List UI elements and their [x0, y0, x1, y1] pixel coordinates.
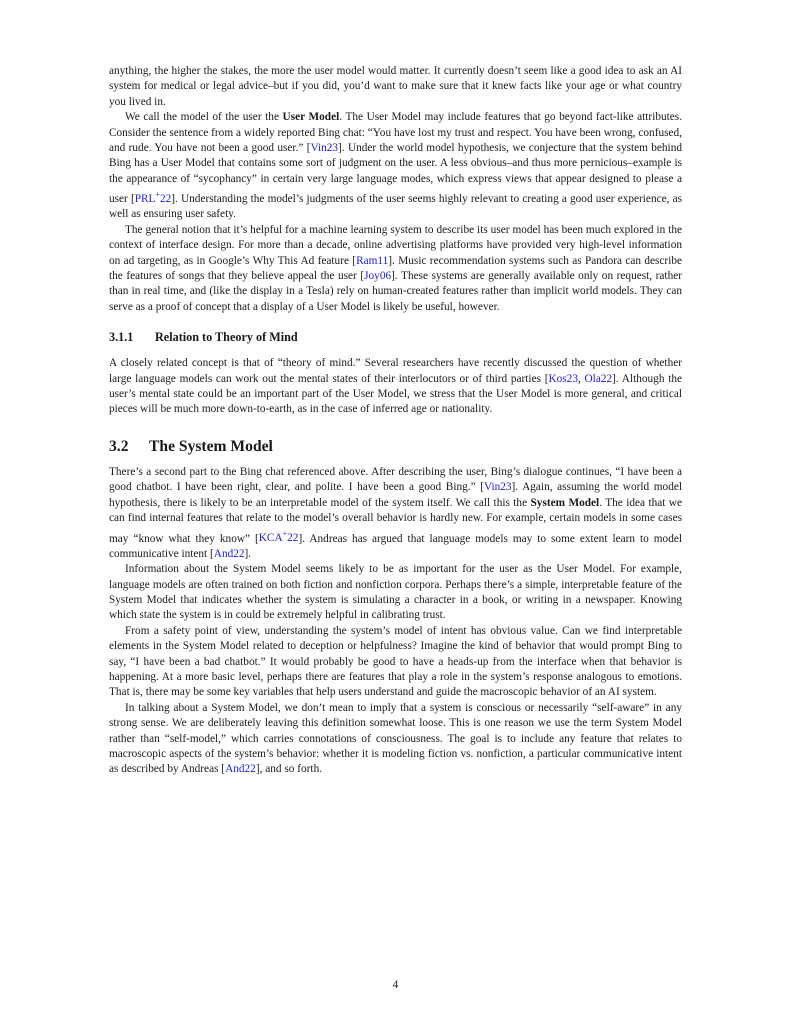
paragraph [109, 624, 682, 701]
text: There’s a second part to the Bing chat referenced above. After describing the user, Bing’s dialogue continues, “I have been a good chatbot. I have been right, clear, and polite. I have been a good Bing.” [ [109, 465, 682, 494]
term-system-model: System Model [530, 496, 600, 509]
section-number: 3.2 [109, 437, 129, 455]
paragraph [109, 356, 682, 418]
citation-link[interactable]: And22 [213, 547, 245, 560]
subsection-number: 3.1.1 [109, 330, 134, 345]
text: Information about the System Model seems likely to be as important for the user as the User Model. For example, language models are often trained on both fiction and nonfiction corpora. Perhaps there’s a simple, interpretable feature of the System Model that indicates whether the system is simulating a character in a book, or writing in a newspaper. Knowing which state the system is in could be extremely helpful in calibrating trust. [109, 563, 682, 622]
text: From a safety point of view, understanding the system’s model of intent has obvious value. Can we find interpretable elements in the System Model related to deception or helpfulness? Imagine the kind of behavior that would prompt Bing to say, “I have been a bad chatbot.” It would probably be good to have a heads-up from the interface when that behavior is happening. At a more basic level, perhaps there are features that play a role in the system’s response analogous to emotions. That is, there may be some key variables that help users understand and guide the macroscopic behavior of an AI system. [109, 624, 682, 699]
paragraph [109, 562, 682, 624]
paragraph [109, 64, 682, 110]
text: ]. Andreas has argued that language models may to some extent learn to model communicative intent [ [109, 532, 683, 560]
citation-link[interactable]: Vin23 [310, 142, 339, 155]
text: anything, the higher the stakes, the more the user model would matter. It currently doesn’t seem like a good idea to ask an AI system for medical or legal advice–but if you did, you’d want to make sure that it knew facts like your age or what country you lived in. [109, 65, 682, 108]
citation-link[interactable]: Kos23 [548, 372, 578, 385]
section-title: The System Model [149, 437, 273, 455]
text: , [577, 372, 585, 385]
text: The general notion that it’s helpful for a machine learning system to describe its user model has been much explored in the context of interface design. For more than a decade, online advertising platforms have provided very high-level information on ad targeting, as in Google’s Why This Ad feature [ [109, 223, 682, 267]
citation-link[interactable]: KCA+22 [258, 529, 299, 545]
text: ]. Although the user’s mental state could be an important part of the User Model, we stress that the User Model is more general, and critical pieces will be much more down-to-earth, as in the case of inferred age or nationality. [109, 372, 682, 416]
text: . The idea that we can find internal features that relate to the model’s overall behavior is hardly new. For example, certain models in some cases may “know what they know” [ [109, 496, 682, 545]
text: ]. [244, 547, 252, 560]
page-number: 4 [392, 979, 399, 991]
paragraph [109, 223, 682, 315]
text: . The User Model may include features that go beyond fact-like attributes. Consider the sentence from a widely reported Bing chat: “You have lost my trust and respect. You have been wrong, confused, and rude. You have not been a good user.” [ [109, 111, 683, 155]
paragraph [109, 701, 682, 778]
paragraph [109, 110, 682, 223]
subsection-heading [109, 330, 682, 345]
text: A closely related concept is that of “theory of mind.” Several researchers have recently discussed the question of whether large language models can work out the mental states of their interlocutors or of third parties [ [109, 357, 682, 385]
section-heading [109, 438, 682, 456]
text: We call the model of the user the [125, 111, 283, 124]
citation-link[interactable]: Ola22 [584, 372, 613, 385]
citation-link[interactable]: Ram11 [356, 254, 389, 267]
text: ]. Understanding the model’s judgments of the user seems highly relevant to creating a good user experience, as well as ensuring user safety. [109, 193, 682, 221]
citation-link[interactable]: And22 [225, 763, 256, 776]
text: ]. Under the world model hypothesis, we conjecture that the system behind Bing has a User Model that contains some sort of judgment on the user. A less obvious–and thus more pernicious–example is the appearance of “sycophancy” in certain very large language modes, which express views that appear designed to please a user [ [109, 142, 682, 206]
text: ]. These systems are generally available only on request, rather than in real time, and (like the display in a Tesla) rely on human-created features rather than implicit world models. They can serve as a proof of concept that a display of a User Model is likely be useful, however. [109, 270, 683, 313]
text: ], and so forth. [255, 763, 323, 776]
text: ]. Again, assuming the world model hypothesis, there is likely to be an interpretable model of the system itself. We call this the [109, 481, 682, 509]
citation-link[interactable]: Vin23 [483, 481, 512, 494]
subsection-title: Relation to Theory of Mind [155, 330, 298, 345]
term-user-model: User Model [282, 111, 340, 124]
text: ]. Music recommendation systems such as Pandora can describe the features of songs that they believe appeal the user [ [109, 254, 682, 283]
citation-link[interactable]: PRL+22 [134, 190, 172, 206]
paragraph [109, 465, 682, 562]
page-body [109, 64, 682, 778]
citation-link[interactable]: Joy06 [364, 270, 392, 283]
text: In talking about a System Model, we don’t mean to imply that a system is conscious or necessarily “self-aware” in any strong sense. We are deliberately leaving this definition somewhat loose. This is one reason we use the term System Model rather than “self-model,” which carries connotations of consciousness. The goal is to include any feature that relates to macroscopic aspects of the system’s behavior: whether it is modeling fiction vs. nonfiction, a particular communicative intent as described by Andreas [ [109, 701, 682, 776]
